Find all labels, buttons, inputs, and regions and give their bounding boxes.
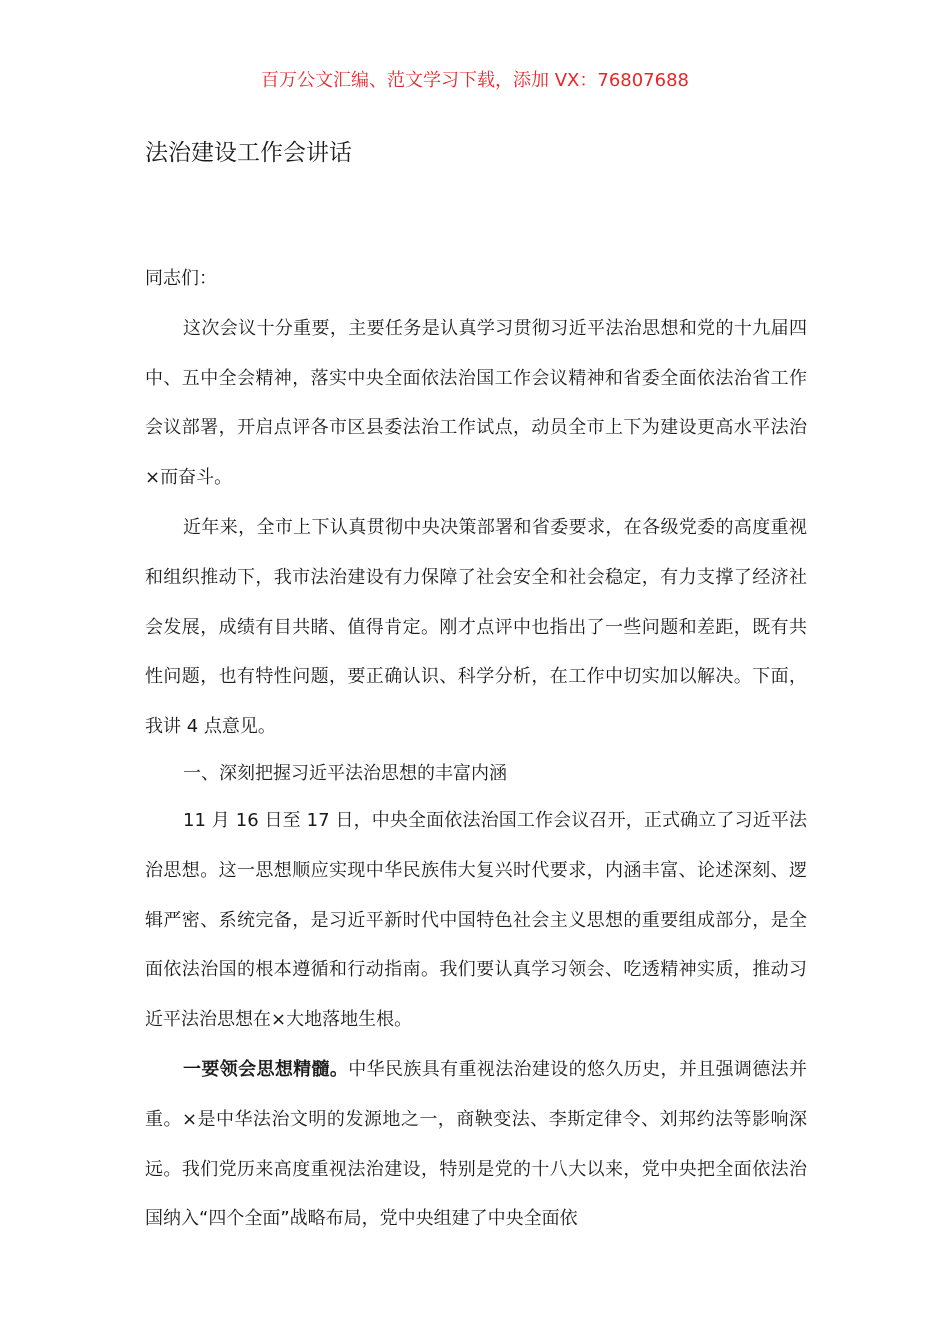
point-text: 中华民族具有重视法治建设的悠久历史，并且强调德法并重。×是中华法治文明的发源地之一，商鞅变法、李斯定律令、刘邦约法等影响深远。我们党历来高度重视法治建设，特别是党的十八大以来，党中央把全面依法治国纳入“四个全面”战略布局，党中央组建了中央全面依 [145, 1058, 808, 1230]
paragraph: 近年来，全市上下认真贯彻中央决策部署和省委要求，在各级党委的高度重视和组织推动下，我市法治建设有力保障了社会安全和社会稳定，有力支撑了经济社会发展，成绩有目共睹、值得肯定。刚才点评中也指出了一些问题和差距，既有共性问题，也有特性问题，要正确认识、科学分析，在工作中切实加以解决。下面，我讲 4 点意见。 [145, 516, 807, 738]
watermark-banner: 百万公文汇编、范文学习下载，添加 VX：76807688 [261, 70, 689, 91]
section-heading: 一、深刻把握习近平法治思想的丰富内涵 [183, 762, 507, 784]
paragraph: 11 月 16 日至 17 日，中央全面依法治国工作会议召开，正式确立了习近平法治思想。这一思想顺应实现中华民族伟大复兴时代要求，内涵丰富、论述深刻、逻辑严密、系统完备，是习近平新时代中国特色社会主义思想的重要组成部分，是全面依法治国的根本遵循和行动指南。我们要认真学习领会、吃透精神实质，推动习近平法治思想在×大地落地生根。 [145, 809, 807, 1031]
document-body [145, 254, 807, 1244]
paragraph [145, 1045, 807, 1244]
salutation: 同志们： [145, 268, 217, 289]
point-lead: 一要领会思想精髓。 [183, 1058, 349, 1080]
paragraph: 这次会议十分重要，主要任务是认真学习贯彻习近平法治思想和党的十九届四中、五中全会精神，落实中央全面依法治国工作会议精神和省委全面依法治省工作会议部署，开启点评各市区县委法治工作试点，动员全市上下为建设更高水平法治×而奋斗。 [145, 317, 807, 489]
page-title: 法治建设工作会讲话 [145, 140, 352, 166]
